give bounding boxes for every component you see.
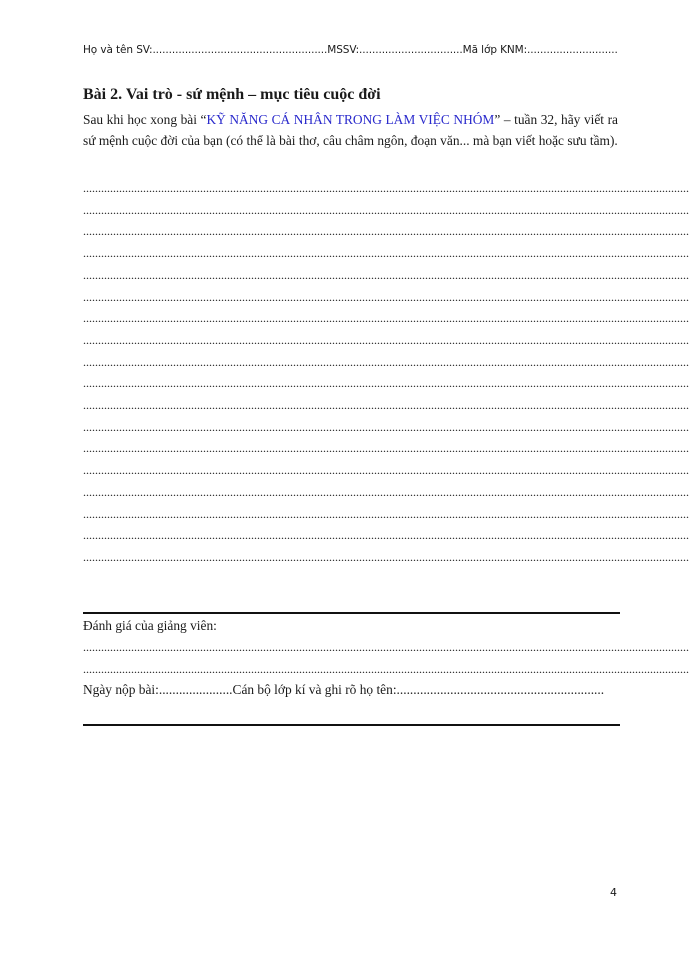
answer-line[interactable]: .......................................................................................................................................................................................................... bbox=[83, 484, 689, 499]
student-info-header bbox=[83, 44, 623, 56]
evaluation-bottom-divider bbox=[83, 724, 620, 726]
class-code-field: Mã lớp KNM:............................ bbox=[462, 44, 618, 56]
answer-line[interactable]: .......................................................................................................................................................................................................... bbox=[83, 549, 689, 564]
answer-line[interactable]: .......................................................................................................................................................................................................... bbox=[83, 267, 689, 282]
evaluation-top-divider bbox=[83, 612, 620, 614]
answer-line[interactable]: .......................................................................................................................................................................................................... bbox=[83, 528, 689, 543]
lesson-name-highlight: KỸ NĂNG CÁ NHÂN TRONG LÀM VIỆC NHÓM bbox=[206, 112, 495, 127]
answer-line[interactable]: .......................................................................................................................................................................................................... bbox=[83, 441, 689, 456]
class-officer-signature-field: Cán bộ lớp kí và ghi rõ họ tên:.............................................................. bbox=[232, 682, 605, 697]
student-name-field: Họ và tên SV:...................................................... bbox=[83, 44, 328, 56]
answer-line[interactable]: .......................................................................................................................................................................................................... bbox=[83, 376, 689, 391]
exercise-instructions bbox=[83, 109, 618, 151]
page-number: 4 bbox=[610, 886, 617, 899]
intro-text-start: Sau khi học xong bài “ bbox=[83, 112, 207, 127]
answer-line[interactable]: .......................................................................................................................................................................................................... bbox=[83, 246, 689, 261]
answer-line[interactable]: .......................................................................................................................................................................................................... bbox=[83, 506, 689, 521]
exercise-title: Bài 2. Vai trò - sứ mệnh – mục tiêu cuộc đời bbox=[83, 86, 381, 103]
answer-line[interactable]: .......................................................................................................................................................................................................... bbox=[83, 419, 689, 434]
answer-line[interactable]: .......................................................................................................................................................................................................... bbox=[83, 463, 689, 478]
answer-line[interactable]: .......................................................................................................................................................................................................... bbox=[83, 181, 689, 195]
evaluation-line: .......................................................................................................................................................................................................... bbox=[83, 640, 689, 654]
answer-line[interactable]: .......................................................................................................................................................................................................... bbox=[83, 202, 689, 217]
evaluation-label: Đánh giá của giảng viên: bbox=[83, 618, 217, 633]
student-id-field: MSSV:................................ bbox=[327, 44, 463, 56]
answer-line[interactable]: .......................................................................................................................................................................................................... bbox=[83, 332, 689, 347]
evaluation-line: .......................................................................................................................................................................................................... bbox=[83, 662, 689, 676]
intro-text-end: ” – tuần 32, hãy viết ra sứ mệnh cuộc đời của bạn (có thể là bài thơ, câu châm ngôn, đoạn văn... mà bạn viết hoặc sưu tầm). bbox=[83, 112, 618, 148]
answer-line[interactable]: .......................................................................................................................................................................................................... bbox=[83, 398, 689, 412]
submission-line bbox=[83, 682, 620, 698]
answer-line[interactable]: .......................................................................................................................................................................................................... bbox=[83, 224, 689, 239]
answer-line[interactable]: .......................................................................................................................................................................................................... bbox=[83, 311, 689, 326]
submission-date-field: Ngày nộp bài:...................... bbox=[83, 682, 233, 697]
answer-line[interactable]: .......................................................................................................................................................................................................... bbox=[83, 289, 689, 304]
answer-line[interactable]: .......................................................................................................................................................................................................... bbox=[83, 354, 689, 369]
